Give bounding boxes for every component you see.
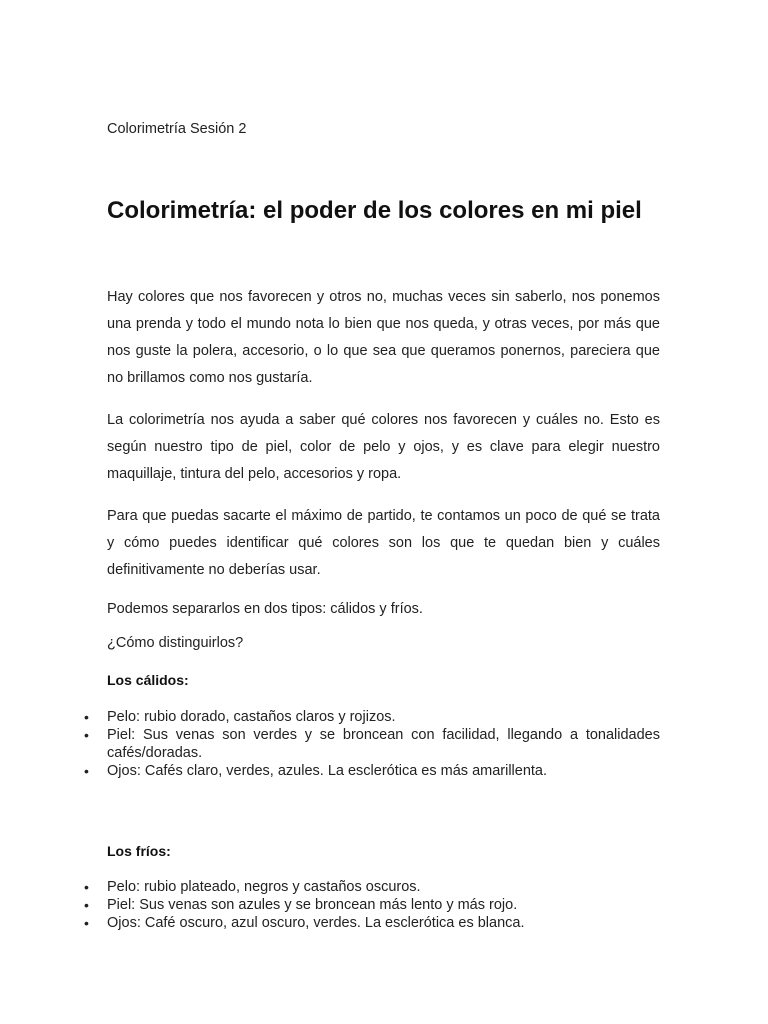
paragraph-intro: Hay colores que nos favorecen y otros no, muchas veces sin saberlo, nos ponemos una prenda y todo el mundo nota lo bien que nos queda, y otras veces, por más que nos guste la polera, accesorio, o lo que sea que queramos ponernos, pareciera que no brillamos como nos gustaría. [107,289,660,386]
question-line: ¿Cómo distinguirlos? [107,635,244,651]
bullet-icon: • [84,915,89,931]
bullet-icon: • [84,897,89,913]
list-item [0,896,660,914]
cold-list [0,878,768,932]
list-item-text: Piel: Sus venas son azules y se broncean más lento y más rojo. [107,897,518,913]
list-item [0,914,660,932]
list-item-text: Pelo: rubio plateado, negros y castaños oscuros. [107,879,421,895]
bullet-icon: • [84,763,89,779]
list-item [0,878,660,896]
types-line: Podemos separarlos en dos tipos: cálidos y fríos. [107,601,423,617]
warm-list [0,708,768,780]
list-item-text: Piel: Sus venas son verdes y se broncean con facilidad, llegando a tonalidades cafés/doradas. [107,727,660,761]
paragraph-explanation: Para que puedas sacarte el máximo de partido, te contamos un poco de qué se trata y cómo puedes identificar qué colores son los que te quedan bien y cuáles definitivamente no deberías usar. [107,508,660,578]
cold-heading: Los fríos: [107,843,171,859]
bullet-icon: • [84,727,89,743]
list-item-text: Pelo: rubio dorado, castaños claros y rojizos. [107,709,396,725]
list-item-text: Ojos: Cafés claro, verdes, azules. La esclerótica es más amarillenta. [107,763,548,779]
list-item [0,708,660,726]
warm-heading: Los cálidos: [107,672,189,688]
document-header: Colorimetría Sesión 2 [107,121,247,137]
document-title: Colorimetría: el poder de los colores en mi piel [107,197,642,224]
paragraph-colorimetry: La colorimetría nos ayuda a saber qué colores nos favorecen y cuáles no. Esto es según nuestro tipo de piel, color de pelo y ojos, y es clave para elegir nuestro maquillaje, tintura del pelo, accesorios y ropa. [107,412,660,482]
bullet-icon: • [84,879,89,895]
list-item [0,726,660,762]
bullet-icon: • [84,709,89,725]
list-item-text: Ojos: Café oscuro, azul oscuro, verdes. La esclerótica es blanca. [107,915,525,931]
list-item [0,762,660,780]
